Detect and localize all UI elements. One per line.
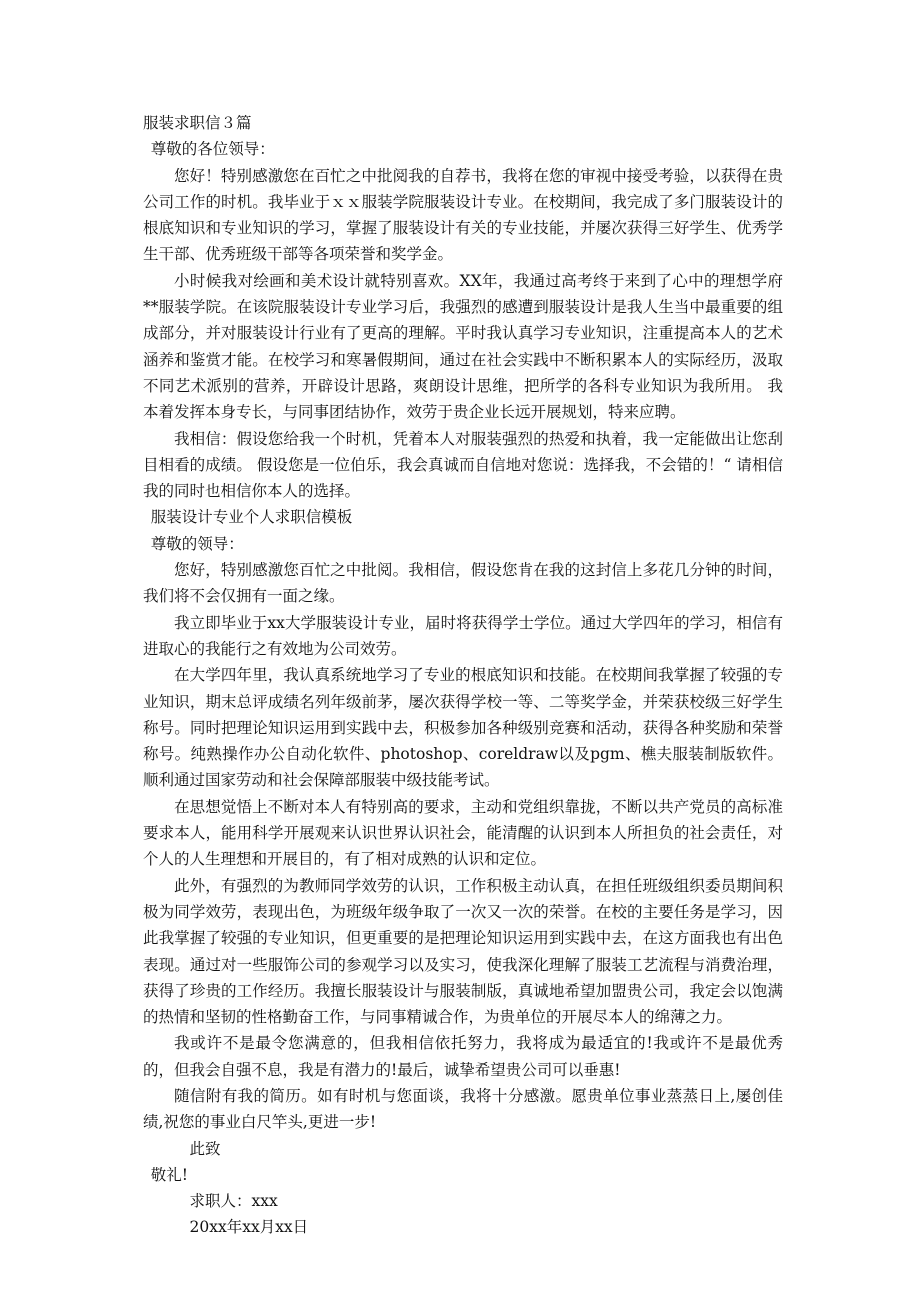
signature-line: 求职人：xxx: [189, 1192, 278, 1211]
letter2-salutation: 尊敬的领导：: [150, 534, 244, 553]
document-page: [143, 110, 783, 1241]
letter2-paragraph: 您好，特别感激您百忙之中批阅。我相信，假设您肯在我的这封信上多花几分钟的时间，我们将不会仅拥有一面之缘。: [143, 561, 783, 606]
document-title: 服装求职信３篇: [143, 114, 252, 132]
letter2-paragraph: 在大学四年里，我认真系统地学习了专业的根底知识和技能。在校期间我掌握了较强的专业知识，期末总评成绩名列年级前茅，屡次获得学校一等、二等奖学金，并荣获校级三好学生称号。同时把理论知识运用到实践中去，积极参加各种级别竞赛和活动，获得各种奖励和荣誉称号。纯熟操作办公自动化软件、photoshop、coreldraw以及pgm、樵夫服装制版软件。顺利通过国家劳动和社会保障部服装中级技能考试。: [143, 666, 783, 790]
letter2-paragraph: 随信附有我的简历。如有时机与您面谈，我将十分感激。愿贵单位事业蒸蒸日上,屡创佳绩,祝您的事业白尺竿头,更进一步!: [143, 1086, 783, 1132]
date-line: 20xx年xx月xx日: [189, 1218, 309, 1237]
closing-respect: 此致: [189, 1139, 221, 1158]
letter2-paragraph: 此外，有强烈的为教师同学效劳的认识，工作积极主动认真，在担任班级组织委员期间积极为同学效劳，表现出色，为班级年级争取了一次又一次的荣誉。在校的主要任务是学习，因此我掌握了较强的专业知识，但更重要的是把理论知识运用到实践中去，在这方面我也有出色表现。通过对一些服饰公司的参观学习以及实习，使我深化理解了服装工艺流程与消费治理，获得了珍贵的工作经历。我擅长服装设计与服装制版，真诚地希望加盟贵公司，我定会以饱满的热情和坚韧的性格勤奋工作，与同事精诚合作，为贵单位的开展尽本人的绵薄之力。: [143, 876, 783, 1027]
letter2-paragraph: 我立即毕业于xx大学服装设计专业，届时将获得学士学位。通过大学四年的学习，相信有进取心的我能行之有效地为公司效劳。: [143, 613, 783, 658]
closing-salute: 敬礼!: [150, 1165, 188, 1184]
letter2-paragraph: 我或许不是最令您满意的，但我相信依托努力，我将成为最适宜的!我或许不是最优秀的，但我会自强不息，我是有潜力的!最后，诚挚希望贵公司可以垂惠!: [143, 1034, 783, 1079]
letter2-paragraph: 在思想觉悟上不断对本人有特别高的要求，主动和党组织靠拢，不断以共产党员的高标准要求本人，能用科学开展观来认识世界认识社会，能清醒的认识到本人所担负的社会责任，对个人的人生理想和开展目的，有了相对成熟的认识和定位。: [143, 797, 783, 869]
letter1-paragraph: 小时候我对绘画和美术设计就特别喜欢。XX年，我通过高考终于来到了心中的理想学府**服装学院。在该院服装设计专业学习后，我强烈的感遭到服装设计是我人生当中最重要的组成部分，并对服装设计行业有了更高的理解。平时我认真学习专业知识，注重提高本人的艺术涵养和鉴赏才能。在校学习和寒暑假期间，通过在社会实践中不断积累本人的实际经历，汲取不同艺术派别的营养，开辟设计思路，爽朗设计思维，把所学的各科专业知识为我所用。 我本着发挥本身专长，与同事团结协作，效劳于贵企业长远开展规划，特来应聘。: [143, 271, 783, 422]
letter2-heading: 服装设计专业个人求职信模板: [150, 508, 353, 527]
letter1-paragraph: 您好！特别感激您在百忙之中批阅我的自荐书，我将在您的审视中接受考验，以获得在贵公司工作的时机。我毕业于ｘｘ服装学院服装设计专业。在校期间，我完成了多门服装设计的根底知识和专业知识的学习，掌握了服装设计有关的专业技能，并屡次获得三好学生、优秀学生干部、优秀班级干部等各项荣誉和奖学金。: [143, 166, 783, 264]
letter1-salutation: 尊敬的各位领导：: [150, 140, 275, 159]
letter1-paragraph: 我相信：假设您给我一个时机，凭着本人对服装强烈的热爱和执着，我一定能做出让您刮目相看的成绩。 假设您是一位伯乐，我会真诚而自信地对您说：选择我，不会错的！“ 请相信我的同时也相信你本人的选择。: [143, 429, 783, 501]
